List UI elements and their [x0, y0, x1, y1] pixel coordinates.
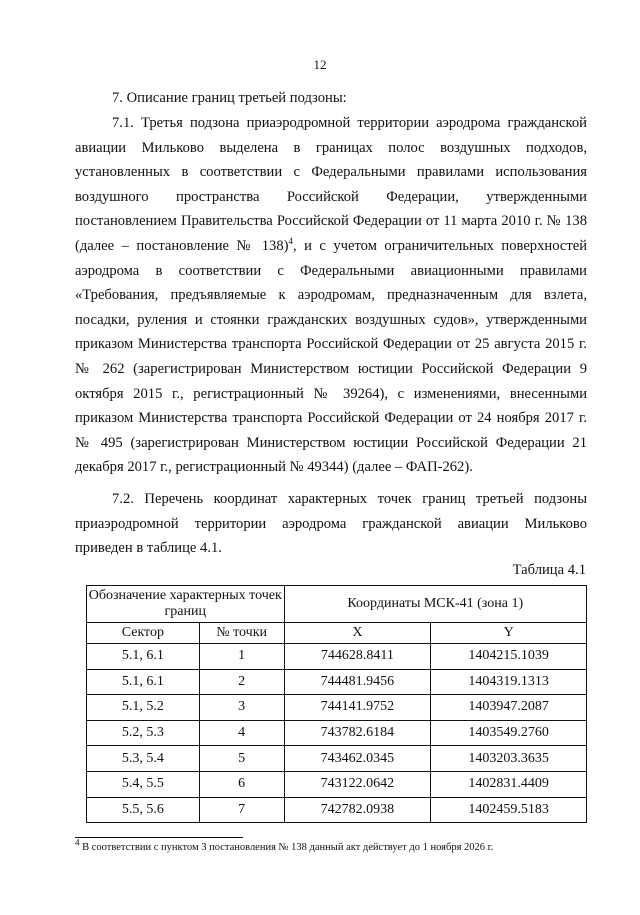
- cell-sector: 5.4, 5.5: [87, 771, 200, 797]
- cell-sector: 5.1, 5.2: [87, 695, 200, 721]
- table-header-row: [87, 586, 587, 623]
- header-coordinates: Координаты МСК-41 (зона 1): [284, 586, 586, 623]
- paragraph-7-1-text-b: , и с учетом ограничительных поверхностей аэродрома в соответствии с Федеральными авиационными правилами «Требования, предъявляемые к аэродромам, предназначенным для взлета, посадки, руления и стоянки гражданских воздушных судов», утвержденными приказом Министерства транспорта Российской Федерации от 25 августа 2015 г. № 262 (зарегистрирован Министерством юстиции Российской Федерации 9 октября 2015 г., регистрационный № 39264), с изменениями, внесенными приказом Министерства транспорта Российской Федерации от 24 ноября 2017 г. № 495 (зарегистрирован Министерством юстиции Российской Федерации 21 декабря 2017 г., регистрационный № 49344) (далее – ФАП-262).: [75, 237, 588, 476]
- cell-sector: 5.2, 5.3: [87, 720, 200, 746]
- table-caption: Таблица 4.1: [512, 562, 586, 578]
- table-row: [87, 746, 587, 772]
- table-row: [87, 695, 587, 721]
- cell-y: 1402459.5183: [431, 797, 587, 823]
- table-row: [87, 720, 587, 746]
- cell-y: 1404215.1039: [431, 644, 587, 670]
- page-number: 12: [313, 57, 327, 72]
- paragraph-7-2: 7.2. Перечень координат характерных точек границ третьей подзоны приаэродромной территории аэродрома гражданской авиации Мильково приведен в таблице 4.1.: [75, 491, 587, 557]
- cell-point: 2: [199, 669, 284, 695]
- cell-x: 744628.8411: [284, 644, 431, 670]
- footnote-reference: 4: [288, 236, 293, 247]
- cell-sector: 5.1, 6.1: [87, 644, 200, 670]
- footnote-text: В соответствии с пунктом 3 постановления № 138 данный акт действует до 1 ноября 2026 г.: [79, 842, 494, 853]
- cell-y: 1403947.2087: [431, 695, 587, 721]
- cell-sector: 5.3, 5.4: [87, 746, 200, 772]
- cell-y: 1404319.1313: [431, 669, 587, 695]
- footnote: [75, 837, 494, 853]
- table-subheader-row: [87, 623, 587, 644]
- cell-point: 4: [199, 720, 284, 746]
- footnote-mark: 4: [75, 837, 80, 848]
- cell-y: 1403549.2760: [431, 720, 587, 746]
- section-heading: 7. Описание границ третьей подзоны:: [112, 90, 347, 106]
- cell-point: 6: [199, 771, 284, 797]
- cell-point: 5: [199, 746, 284, 772]
- header-points: Обозначение характерных точек границ: [87, 586, 285, 623]
- cell-x: 743782.6184: [284, 720, 431, 746]
- cell-point: 7: [199, 797, 284, 823]
- cell-point: 3: [199, 695, 284, 721]
- cell-x: 742782.0938: [284, 797, 431, 823]
- table-row: [87, 669, 587, 695]
- cell-x: 743462.0345: [284, 746, 431, 772]
- col-x: X: [284, 623, 431, 644]
- col-sector: Сектор: [87, 623, 200, 644]
- table-row: [87, 771, 587, 797]
- cell-x: 744141.9752: [284, 695, 431, 721]
- col-point: № точки: [199, 623, 284, 644]
- table-row: [87, 797, 587, 823]
- cell-x: 744481.9456: [284, 669, 431, 695]
- cell-point: 1: [199, 644, 284, 670]
- footnote-separator: [75, 837, 243, 838]
- table-row: [87, 644, 587, 670]
- cell-sector: 5.1, 6.1: [87, 669, 200, 695]
- cell-y: 1403203.3635: [431, 746, 587, 772]
- cell-sector: 5.5, 5.6: [87, 797, 200, 823]
- paragraph-7-1-text-a: 7.1. Третья подзона приаэродромной территории аэродрома гражданской авиации Мильково выделена в границах полос воздушных подходов, установленных в соответствии с Федеральными правилами использования воздушного пространства Российской Федерации, утвержденными постановлением Правительства Российской Федерации от 11 марта 2010 г. № 138 (далее – постановление № 138): [75, 115, 587, 254]
- cell-x: 743122.0642: [284, 771, 431, 797]
- col-y: Y: [431, 623, 587, 644]
- paragraph-7-1: [75, 111, 587, 480]
- coordinates-table: [86, 585, 587, 823]
- cell-y: 1402831.4409: [431, 771, 587, 797]
